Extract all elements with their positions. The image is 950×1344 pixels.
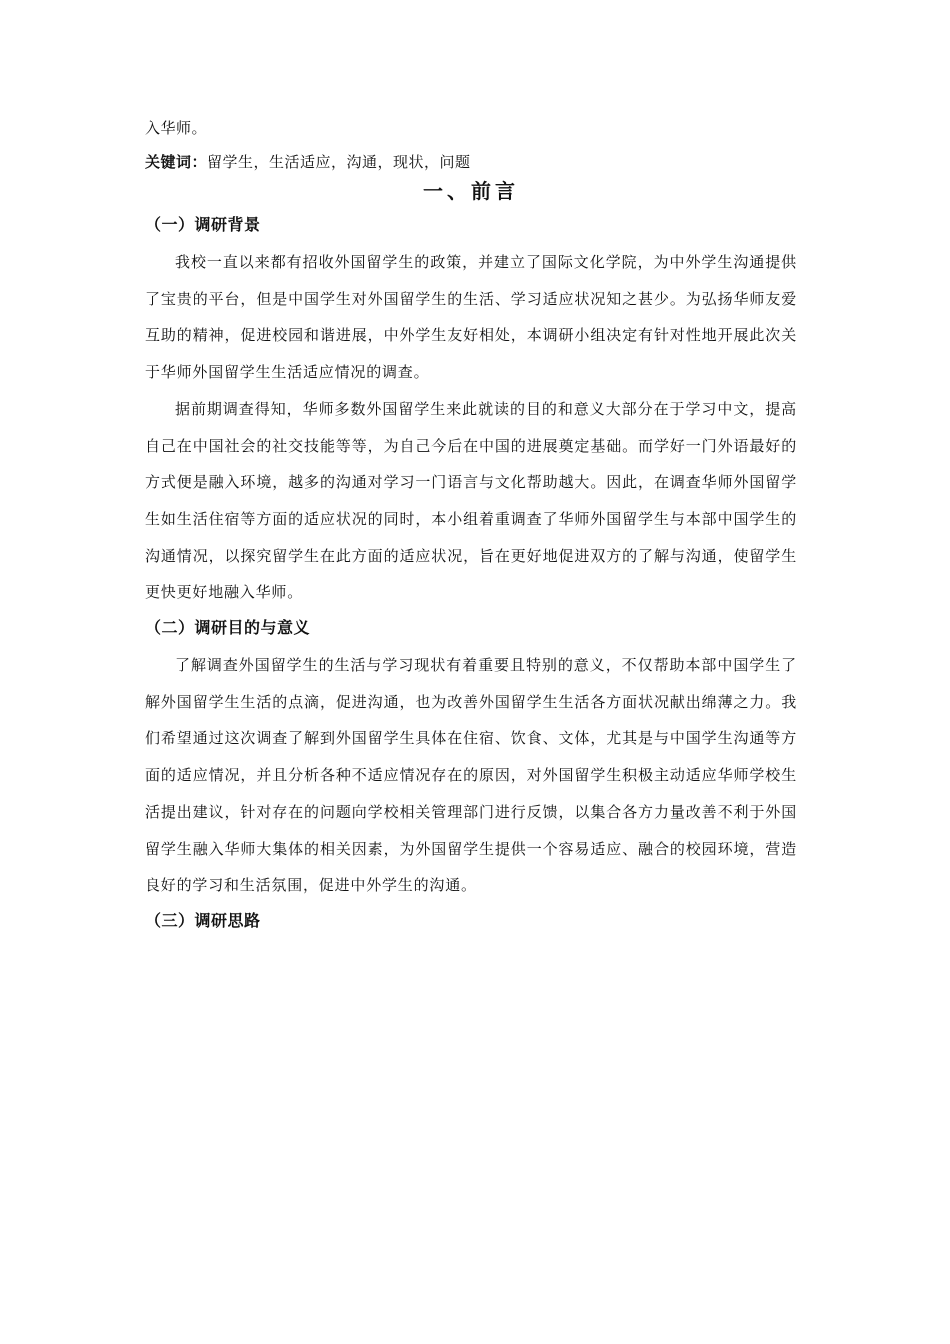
paragraph: 了解调查外国留学生的生活与学习现状有着重要且特别的意义，不仅帮助本部中国学生了解外国留学生生活的点滴，促进沟通，也为改善外国留学生生活各方面状况献出绵薄之力。我们希望通过这次调查了解到外国留学生具体在住宿、饮食、文体，尤其是与中国学生沟通等方面的适应情况，并且分析各种不适应情况存在的原因，对外国留学生积极主动适应华师学校生活提出建议，针对存在的问题向学校相关管理部门进行反馈，以集合各方力量改善不利于外国留学生融入华师大集体的相关因素，为外国留学生提供一个容易适应、融合的校园环境，营造良好的学习和生活氛围，促进中外学生的沟通。 xyxy=(145,656,797,895)
keywords-line xyxy=(145,148,797,176)
keywords-label: 关键词： xyxy=(145,153,208,171)
keywords-value: 留学生，生活适应，沟通，现状，问题 xyxy=(207,153,471,171)
paragraph: 据前期调查得知，华师多数外国留学生来此就读的目的和意义大部分在于学习中文，提高自己在中国社会的社交技能等等，为自己今后在中国的进展奠定基础。而学好一门外语最好的方式便是融入环境，越多的沟通对学习一门语言与文化帮助越大。因此，在调查华师外国留学生如生活住宿等方面的适应状况的同时，本小组着重调查了华师外国留学生与本部中国学生的沟通情况，以探究留学生在此方面的适应状况，旨在更好地促进双方的了解与沟通，使留学生更快更好地融入华师。 xyxy=(145,399,797,602)
section-title: 一、前言 xyxy=(423,179,519,203)
subsection-heading-approach: （三）调研思路 xyxy=(145,910,261,930)
subsection-heading-background: （一）调研背景 xyxy=(145,215,261,234)
document-content xyxy=(145,114,797,940)
subsection-heading-purpose: （二）调研目的与意义 xyxy=(145,618,311,638)
paragraph: 我校一直以来都有招收外国留学生的政策，并建立了国际文化学院，为中外学生沟通提供了宝贵的平台，但是中国学生对外国留学生的生活、学习适应状况知之甚少。为弘扬华师友爱互助的精神，促进校园和谐进展，中外学生友好相处，本调研小组决定有针对性地开展此次关于华师外国留学生生活适应情况的调查。 xyxy=(145,253,797,382)
continued-text-line: 入华师。 xyxy=(145,119,208,137)
